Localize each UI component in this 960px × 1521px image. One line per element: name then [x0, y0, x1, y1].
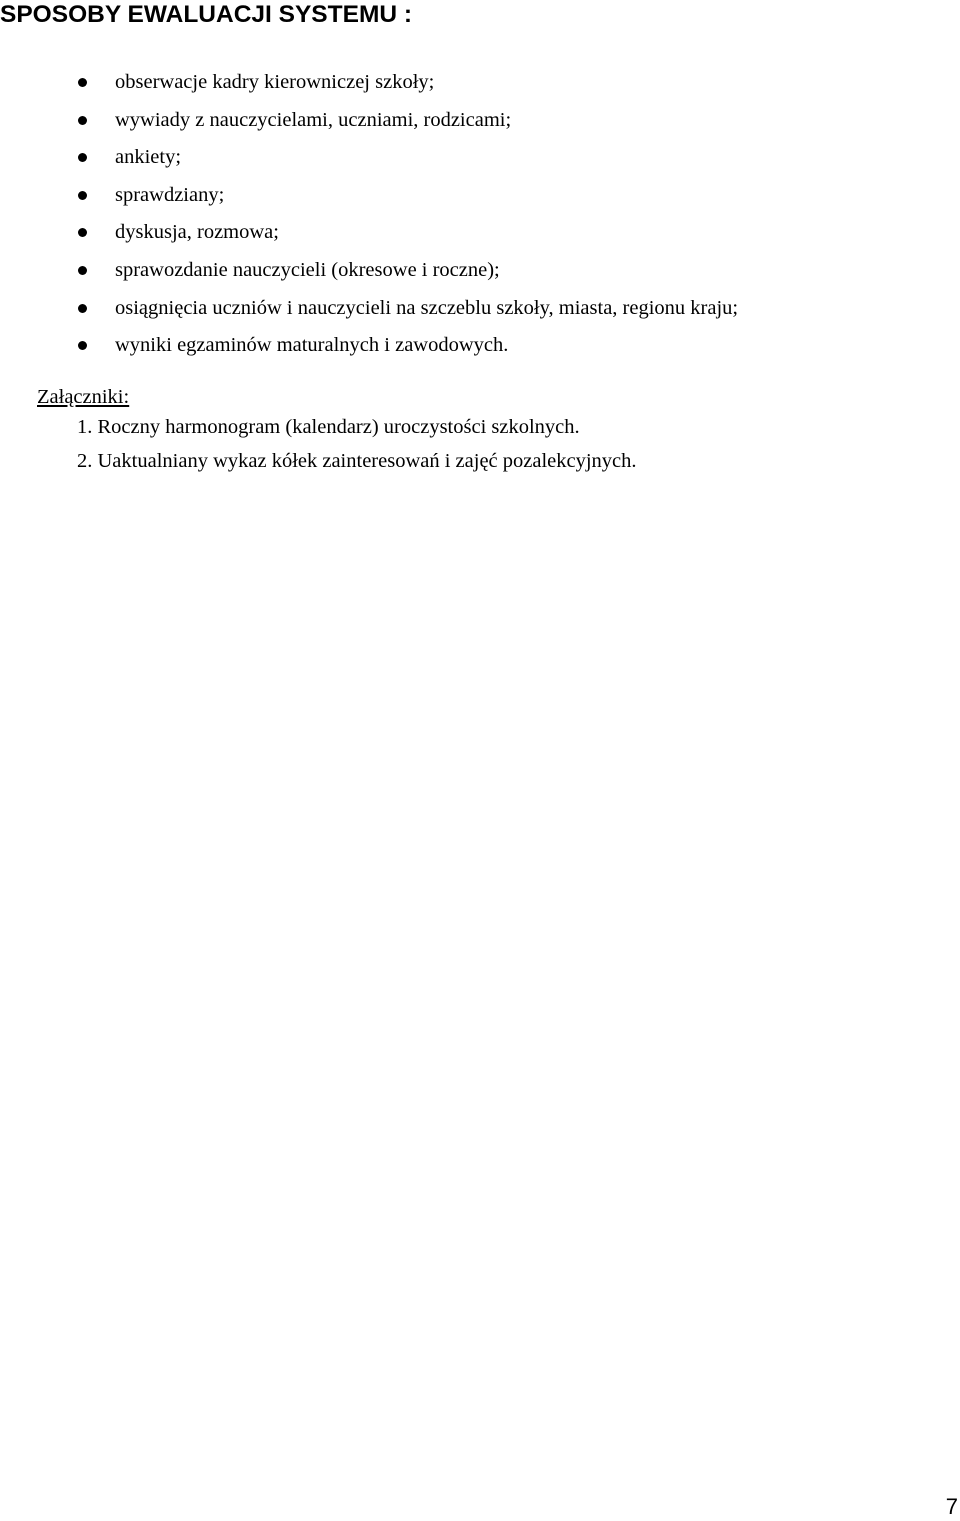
attachment-item: 2. Uaktualniany wykaz kółek zainteresowań i zajęć pozalekcyjnych. [77, 450, 637, 472]
page-heading: SPOSOBY EWALUACJI SYSTEMU : [0, 1, 413, 28]
page-number: 7 [945, 1494, 958, 1519]
list-item-text: osiągnięcia uczniów i nauczycieli na szczeblu szkoły, miasta, regionu kraju; [115, 296, 739, 319]
bullet-icon [78, 116, 87, 125]
list-item-text: wywiady z nauczycielami, uczniami, rodzicami; [115, 108, 512, 131]
bullet-icon [78, 266, 87, 275]
bullet-icon [78, 341, 87, 350]
list-item-text: sprawdziany; [115, 183, 225, 206]
bullet-icon [78, 191, 87, 200]
list-item-text: obserwacje kadry kierowniczej szkoły; [115, 71, 435, 93]
list-item-text: dyskusja, rozmowa; [115, 221, 279, 244]
bullet-icon [78, 304, 87, 313]
bullet-icon [78, 153, 87, 162]
attachment-item: 1. Roczny harmonogram (kalendarz) uroczystości szkolnych. [77, 416, 580, 438]
list-item-text: sprawozdanie nauczycieli (okresowe i roczne); [115, 258, 500, 281]
list-item-text: wyniki egzaminów maturalnych i zawodowych. [115, 334, 509, 357]
list-item-text: ankiety; [115, 146, 182, 169]
bullet-icon [78, 228, 87, 237]
attachments-label: Załączniki: [37, 386, 130, 408]
bullet-icon [78, 78, 87, 87]
